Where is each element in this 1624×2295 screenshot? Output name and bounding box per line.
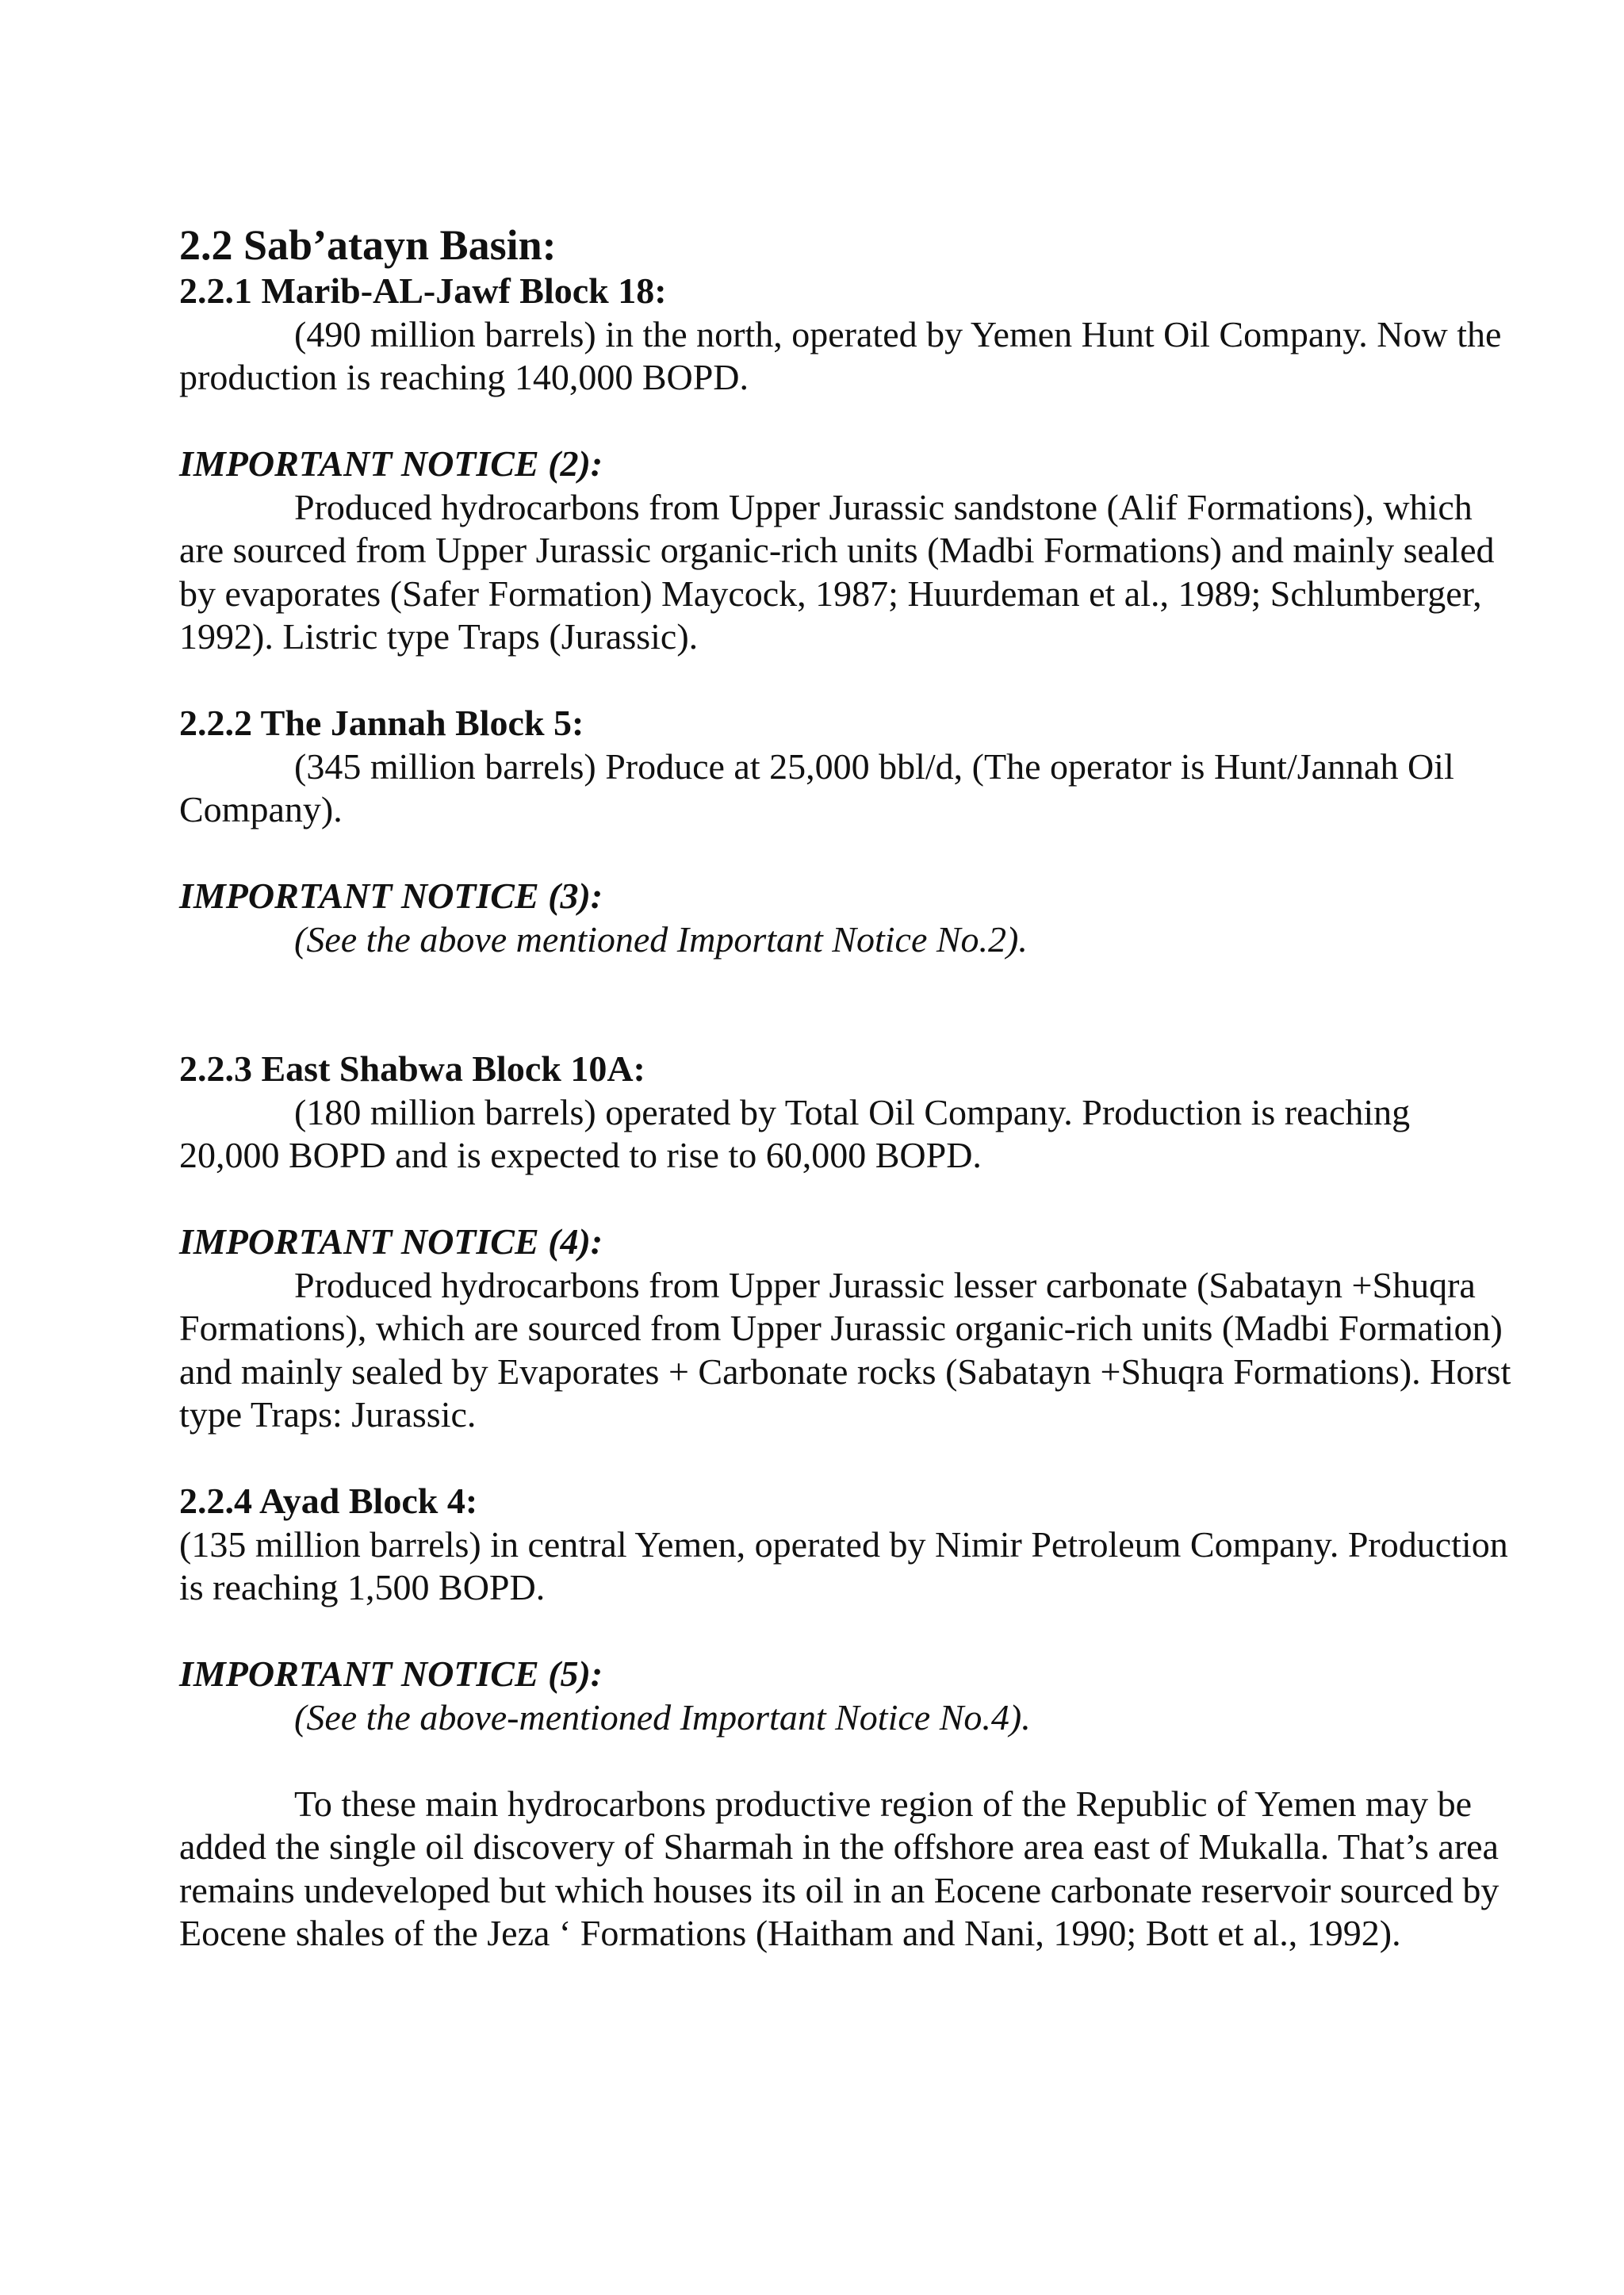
subsection-body-2-2-4: (135 million barrels) in central Yemen, operated by Nimir Petroleum Company. Production is reaching 1,500 BOPD. (179, 1523, 1508, 1607)
spacer (179, 1178, 1511, 1221)
subsection-heading-2-2-2: 2.2.2 The Jannah Block 5: (179, 703, 584, 743)
subsection-body-2-2-3: (180 million barrels) operated by Total Oil Company. Production is reaching 20,000 BOPD and is expected to rise to 60,000 BOPD. (179, 1091, 1411, 1175)
spacer (179, 659, 1511, 703)
spacer (179, 1610, 1511, 1653)
spacer (179, 961, 1511, 1048)
spacer (179, 400, 1511, 443)
spacer (179, 1437, 1511, 1481)
subsection-body-2-2-2: (345 million barrels) Produce at 25,000 bbl/d, (The operator is Hunt/Jannah Oil Company). (179, 745, 1454, 829)
notice-body-4: Produced hydrocarbons from Upper Jurassic lesser carbonate (Sabatayn +Shuqra Formations), which are sourced from Upper Jurassic organic-rich units (Madbi Formation) and mainly sealed by Evaporates + Carbonate rocks (Sabatayn +Shuqra Formations). Horst type Traps: Jurassic. (179, 1264, 1511, 1435)
section-title: 2.2 Sab’atayn Basin: (179, 221, 557, 269)
notice-body-5: (See the above-mentioned Important Notice No.4). (294, 1696, 1031, 1738)
notice-body-2: Produced hydrocarbons from Upper Jurassic sandstone (Alif Formations), which are sourced from Upper Jurassic organic-rich units (Madbi Formations) and mainly sealed by evaporates (Safer Formation) Maycock, 1987; Huurdeman et al., 1989; Schlumberger, 1992). Listric type Traps (Jurassic). (179, 486, 1495, 657)
notice-heading-3: IMPORTANT NOTICE (3): (179, 875, 603, 916)
notice-heading-5: IMPORTANT NOTICE (5): (179, 1653, 603, 1694)
notice-heading-4: IMPORTANT NOTICE (4): (179, 1221, 603, 1262)
subsection-heading-2-2-1: 2.2.1 Marib-AL-Jawf Block 18: (179, 270, 667, 311)
subsection-heading-2-2-3: 2.2.3 East Shabwa Block 10A: (179, 1048, 645, 1089)
closing-paragraph: To these main hydrocarbons productive region of the Republic of Yemen may be added the single oil discovery of Sharmah in the offshore area east of Mukalla. That’s area remains undeveloped but which houses its oil in an Eocene carbonate reservoir sourced by Eocene shales of the Jeza ‘ Formations (Haitham and Nani, 1990; Bott et al., 1992). (179, 1783, 1500, 1953)
spacer (179, 1739, 1511, 1783)
notice-body-3: (See the above mentioned Important Notice No.2). (294, 918, 1028, 960)
document-body (179, 220, 1511, 1956)
subsection-body-2-2-1: (490 million barrels) in the north, operated by Yemen Hunt Oil Company. Now the production is reaching 140,000 BOPD. (179, 313, 1502, 397)
notice-heading-2: IMPORTANT NOTICE (2): (179, 443, 603, 484)
subsection-heading-2-2-4: 2.2.4 Ayad Block 4: (179, 1481, 478, 1521)
spacer (179, 832, 1511, 875)
